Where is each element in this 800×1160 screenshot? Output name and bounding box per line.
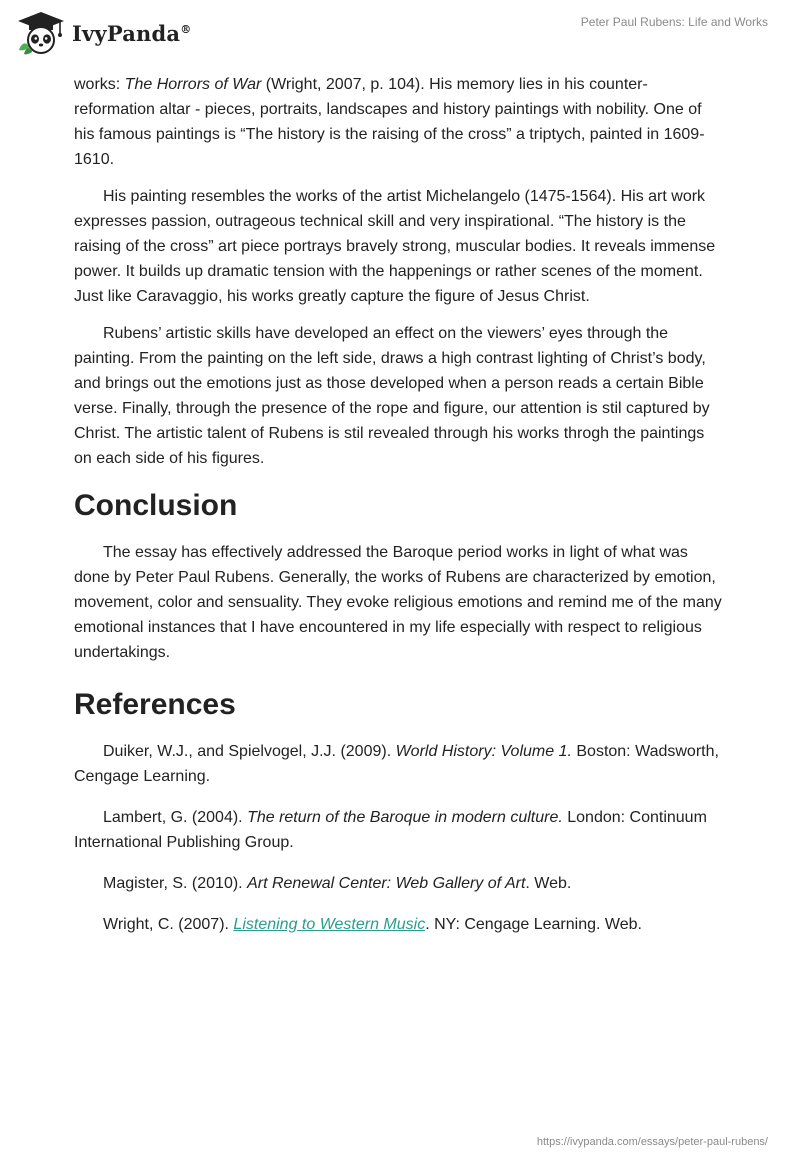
ivypanda-logo[interactable]: [16, 10, 191, 56]
reference-item: Wright, C. (2007). Listening to Western Music. NY: Cengage Learning. Web.: [103, 916, 642, 933]
reference-item: Duiker, W.J., and Spielvogel, J.J. (2009). World History: Volume 1. Boston: Wadsworth, Cengage Learning.: [74, 743, 719, 785]
body-paragraph: works: The Horrors of War (Wright, 2007, p. 104). His memory lies in his counter-reformation altar - pieces, portraits, landscapes and history paintings with nobility. One of his famous paintings is “The history is the raising of the cross” a triptych, painted in 1609-1610.: [74, 76, 705, 168]
reference-item: Lambert, G. (2004). The return of the Baroque in modern culture. London: Continuum International Publishing Group.: [74, 809, 707, 851]
registered-mark: ®: [180, 22, 192, 36]
page-header: [0, 0, 800, 60]
panda-graduate-icon: [16, 10, 66, 56]
references-heading: References: [74, 688, 236, 721]
work-title: The Horrors of War: [124, 76, 262, 93]
reference-link[interactable]: Listening to Western Music: [233, 916, 426, 933]
document-title: Peter Paul Rubens: Life and Works: [580, 15, 768, 29]
body-paragraph: His painting resembles the works of the artist Michelangelo (1475-1564). His art work expresses passion, outrageous technical skill and very inspirational. “The history is the raising of the cross” art piece portrays bravely strong, muscular bodies. It reveals immense power. It builds up dramatic tension with the happenings or rather scenes of the moment. Just like Caravaggio, his works greatly capture the figure of Jesus Christ.: [74, 188, 716, 305]
body-paragraph: Rubens’ artistic skills have developed an effect on the viewers’ eyes through the painting. From the painting on the left side, draws a high contrast lighting of Christ’s body, and brings out the emotions just as those developed when a person reads a certain Bible verse. Finally, through the presence of the rope and figure, our attention is stil captured by Christ. The artistic talent of Rubens is stil revealed through his works throgh the paintings on each side of his figures.: [74, 325, 710, 467]
conclusion-paragraph: The essay has effectively addressed the Baroque period works in light of what was done by Peter Paul Rubens. Generally, the works of Rubens are characterized by emotion, movement, color and sensuality. They evoke religious emotions and remind me of the many emotional instances that I have encountered in my life especially with respect to religious undertakings.: [74, 544, 722, 661]
reference-item: Magister, S. (2010). Art Renewal Center: Web Gallery of Art. Web.: [103, 875, 572, 892]
brand-name: IvyPanda®: [72, 20, 192, 46]
source-url: https://ivypanda.com/essays/peter-paul-rubens/: [536, 1136, 768, 1148]
essay-content: [74, 72, 724, 953]
conclusion-heading: Conclusion: [74, 489, 238, 522]
